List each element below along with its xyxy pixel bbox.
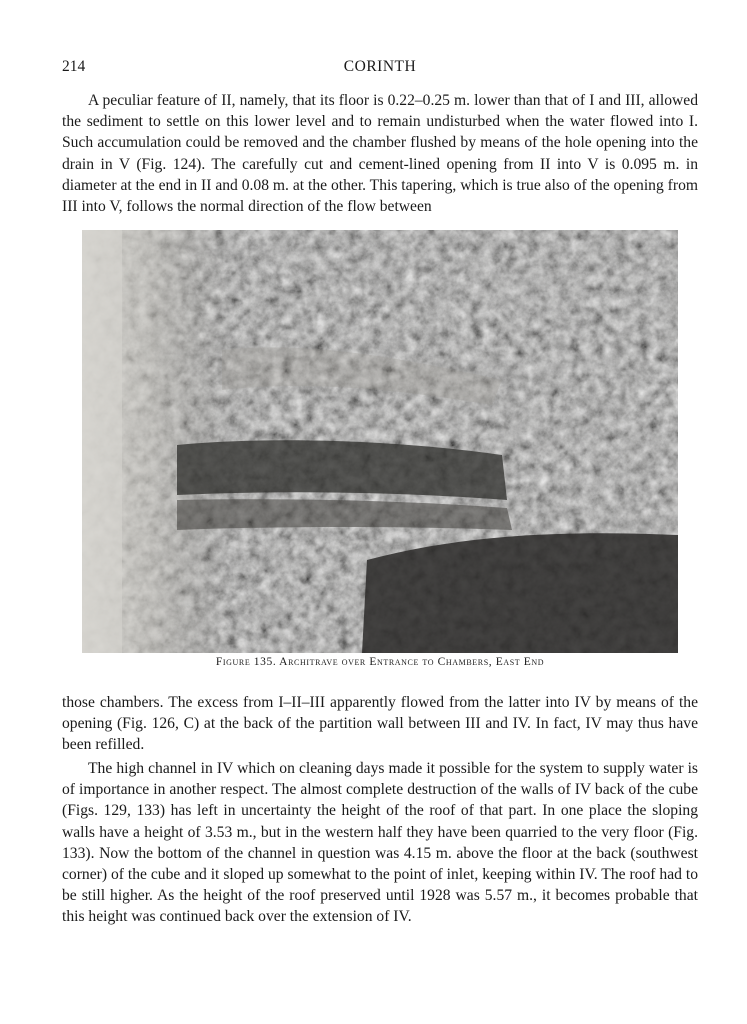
page-header [62,58,698,80]
figure-caption: Figure 135. Architrave over Entrance to Chambers, East End [215,656,545,668]
paragraph-3: The high channel in IV which on cleaning days made it possible for the system to supply water is of importance in another respect. The almost complete destruction of the walls of IV back of the cube (Figs. 129, 133) has left in uncertainty the height of the roof of that part. In one place the sloping walls have a height of 3.53 m., but in the western half they have been quarried to the very floor (Fig. 133). Now the bottom of the channel in question was 4.15 m. above the floor at the back (southwest corner) of the cube and it sloped up somewhat to the point of inlet, keeping within IV. The roof had to be still higher. As the height of the roof preserved until 1928 was 5.57 m., it becomes probable that this height was continued back over the extension of IV. [62,760,698,926]
paragraph-2: those chambers. The excess from I–II–III apparently flowed from the latter into IV by means of the opening (Fig. 126, C) at the back of the partition wall between III and IV. In fact, IV may thus have been refilled. [62,694,698,754]
figure-photo [82,230,678,653]
page-number: 214 [62,58,86,75]
paragraph-1: A peculiar feature of II, namely, that its floor is 0.22–0.25 m. lower than that of I and III, allowed the sediment to settle on this lower level and to remain undisturbed when the water flowed into I. Such accumulation could be removed and the chamber flushed by means of the hole opening into the drain in V (Fig. 124). The carefully cut and cement-lined opening from II into V is 0.095 m. in diameter at the end in II and 0.08 m. at the other. This tapering, which is true also of the opening from III into V, follows the normal direction of the flow between [62,92,698,216]
running-title: CORINTH [343,58,417,75]
